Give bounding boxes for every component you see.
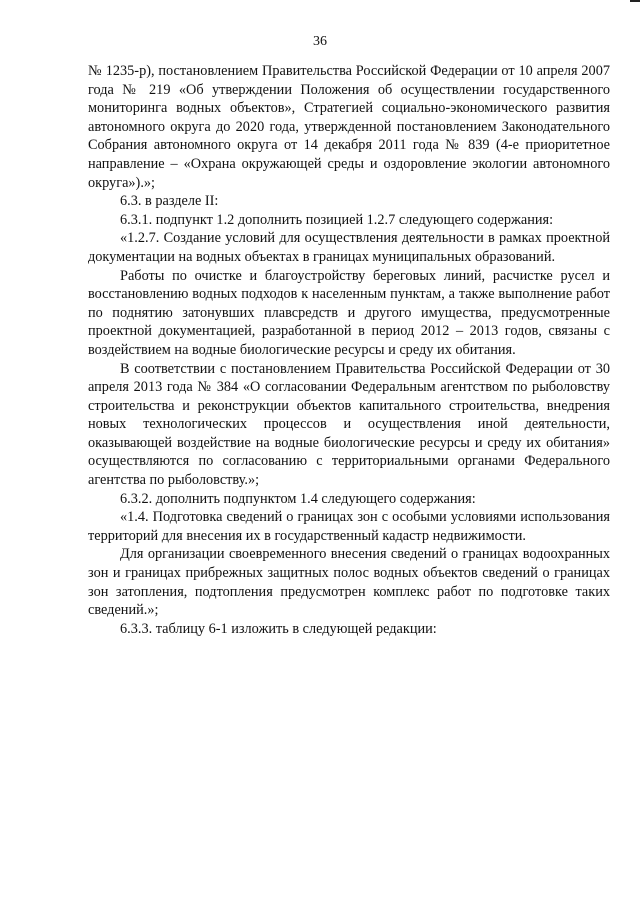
paragraph-6-3-3: 6.3.3. таблицу 6-1 изложить в следующей редакции: (120, 620, 437, 637)
paragraph-6-3-2: 6.3.2. дополнить подпунктом 1.4 следующего содержания: (120, 490, 476, 507)
paragraph-6-3-1: 6.3.1. подпункт 1.2 дополнить позицией 1.2.7 следующего содержания: (120, 211, 554, 228)
paragraph-section-6-3: 6.3. в разделе II: (120, 193, 219, 210)
paragraph-resolution-384: В соответствии с постановлением Правительства Российской Федерации от 30 апреля 2013 года № 384 «О согласовании Федеральным агентством по рыболовству строительства и реконструкции объектов капитального строительства, внедрения новых технологических процессов и осуществления иной деятельности, оказывающей воздействие на водные биологические ресурсы и среду их обитания» осуществляются по согласованию с территориальными органами Федерального агентства по рыболовству.»; (88, 360, 610, 489)
paragraph-1-2-7: «1.2.7. Создание условий для осуществления деятельности в рамках проектной документации на водных объектах в границах муниципальных образований. (88, 230, 610, 265)
corner-mark (630, 0, 640, 2)
paragraph-water-zones: Для организации своевременного внесения сведений о границах водоохранных зон и границах прибрежных защитных полос водных объектов сведений о границах зон затопления, подтопления предусмотрен комплекс работ по подготовке таких сведений.»; (88, 546, 610, 619)
paragraph-1-4: «1.4. Подготовка сведений о границах зон с особыми условиями использования территорий для внесения их в государственный кадастр недвижимости. (88, 509, 610, 544)
paragraph-continuation: № 1235-р), постановлением Правительства Российской Федерации от 10 апреля 2007 года № 219 «Об утверждении Положения об осуществлении государственного мониторинга водных объектов», Стратегией социально-экономического развития автономного округа до 2020 года, утвержденной постановлением Законодательного Собрания автономного округа от 14 декабря 2011 года № 839 (4-е приоритетное направление – «Охрана окружающей среды и оздоровление экологии автономного округа»).»; (88, 63, 610, 191)
document-body (88, 62, 610, 638)
page-number: 36 (313, 34, 327, 49)
paragraph-cleanup-works: Работы по очистке и благоустройству береговых линий, расчистке русел и восстановлению водных подходов к населенным пунктам, а также выполнение работ по поднятию затонувших плавсредств и другого имущества, предусмотренные проектной документацией, разработанной в период 2012 – 2013 годов, связаны с воздействием на водные биологические ресурсы и среду их обитания. (88, 267, 610, 358)
